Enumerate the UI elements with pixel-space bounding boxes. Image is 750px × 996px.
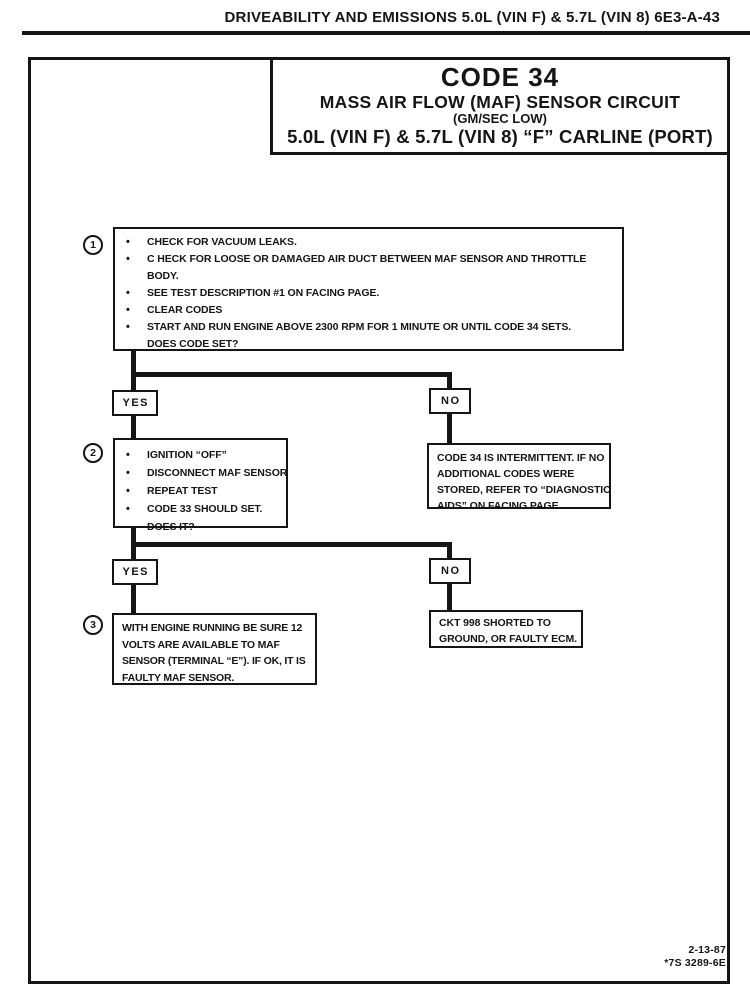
decision2-no-box: NO xyxy=(429,558,471,584)
step2-box xyxy=(113,438,288,533)
connector-yes2-to-step3 xyxy=(131,583,136,615)
ckt-result-box: CKT 998 SHORTED TO GROUND, OR FAULTY ECM. xyxy=(429,610,583,648)
step2-line: • IGNITION “OFF” xyxy=(115,446,286,464)
connector-step1-down xyxy=(131,351,136,390)
connector-no1-to-intermittent xyxy=(447,412,452,445)
footer xyxy=(664,944,726,970)
step1-line: • SEE TEST DESCRIPTION #1 ON FACING PAGE. xyxy=(115,285,622,302)
connector-no2-to-ckt xyxy=(447,582,452,612)
footer-document-code: *7S 3289-6E xyxy=(664,957,726,969)
intermittent-result-box: CODE 34 IS INTERMITTENT. IF NO ADDITIONAL CODES WERE STORED, REFER TO “DIAGNOSTIC AIDS” ON FACING PAGE. xyxy=(427,443,611,509)
step-number-3: 3 xyxy=(83,615,103,635)
decision2-yes-box: YES xyxy=(112,559,158,585)
step1-question: DOES CODE SET? xyxy=(147,338,239,350)
bullet-icon: • xyxy=(126,485,130,497)
bullet-icon: • xyxy=(126,503,130,515)
header-rule xyxy=(22,31,750,35)
bullet-icon: • xyxy=(126,236,130,248)
step1-line: • CHECK FOR VACUUM LEAKS. xyxy=(115,234,622,251)
code-number-title: CODE 34 xyxy=(440,62,560,92)
decision1-no-box: NO xyxy=(429,388,471,414)
title-block xyxy=(270,57,730,155)
bullet-icon: • xyxy=(126,287,130,299)
step1-line: BODY. xyxy=(147,270,179,282)
bullet-icon: • xyxy=(126,467,130,479)
step-number-2: 2 xyxy=(83,443,103,463)
step1-box xyxy=(113,227,624,351)
bullet-icon: • xyxy=(126,321,130,333)
step1-line: • C HECK FOR LOOSE OR DAMAGED AIR DUCT BETWEEN MAF SENSOR AND THROTTLE xyxy=(115,251,622,268)
bullet-icon: • xyxy=(126,253,130,265)
step2-question: DOES IT? xyxy=(147,521,195,533)
circuit-title: MASS AIR FLOW (MAF) SENSOR CIRCUIT xyxy=(319,92,681,112)
circuit-subtitle: (GM/SEC LOW) xyxy=(453,111,547,126)
page-header-title: DRIVEABILITY AND EMISSIONS 5.0L (VIN F) & 5.7L (VIN 8) 6E3-A-43 xyxy=(224,9,720,26)
bullet-icon: • xyxy=(126,449,130,461)
step2-line: • REPEAT TEST xyxy=(115,482,286,500)
step2-line: • DISCONNECT MAF SENSOR xyxy=(115,464,286,482)
step1-line: • START AND RUN ENGINE ABOVE 2300 RPM FOR 1 MINUTE OR UNTIL CODE 34 SETS. xyxy=(115,319,622,336)
footer-date: 2-13-87 xyxy=(688,944,726,956)
connector-branch2-horizontal xyxy=(131,542,452,547)
engine-carline-title: 5.0L (VIN F) & 5.7L (VIN 8) “F” CARLINE (PORT) xyxy=(287,126,713,147)
step3-box: WITH ENGINE RUNNING BE SURE 12 VOLTS ARE AVAILABLE TO MAF SENSOR (TERMINAL “E”). IF OK, IT IS FAULTY MAF SENSOR. xyxy=(112,613,317,685)
decision1-yes-box: YES xyxy=(112,390,158,416)
step1-line: • CLEAR CODES xyxy=(115,302,622,319)
bullet-icon: • xyxy=(126,304,130,316)
step2-line: • CODE 33 SHOULD SET. xyxy=(115,500,286,518)
connector-branch1-horizontal xyxy=(131,372,452,377)
step-number-1: 1 xyxy=(83,235,103,255)
connector-yes1-to-step2 xyxy=(131,414,136,440)
